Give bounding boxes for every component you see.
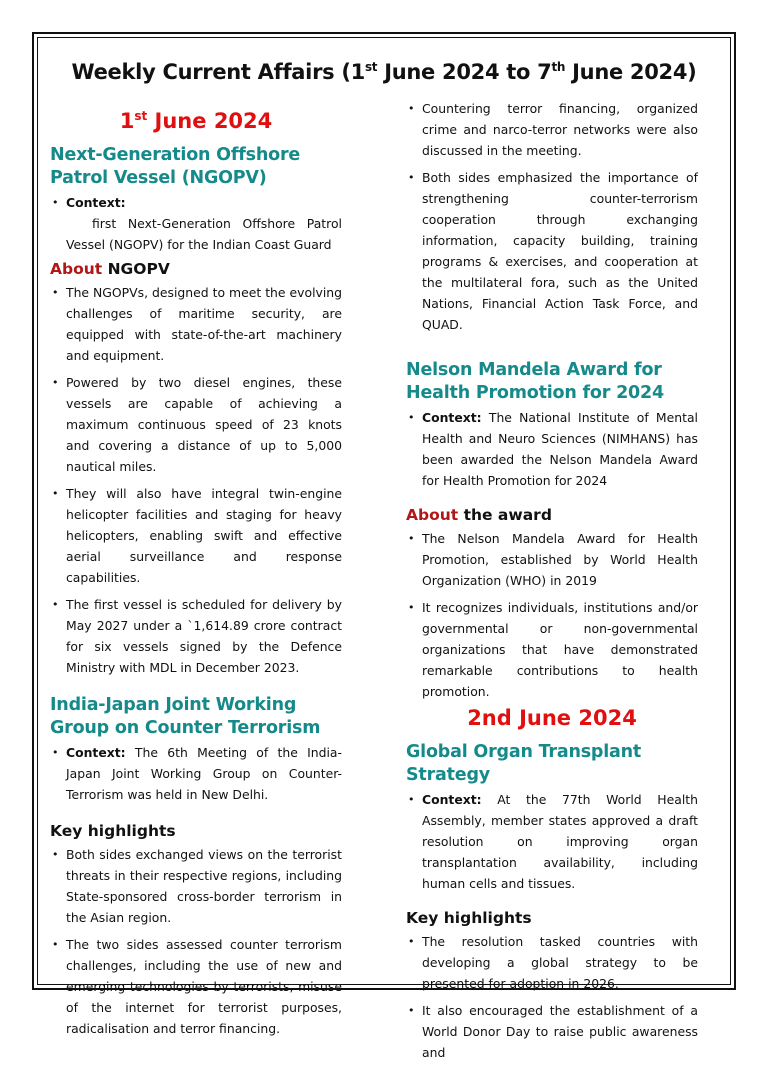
list-item: • They will also have integral twin-engine helicopter facilities and staging for heavy helicopters, enabling swift and effective aerial surveillance and response capabilities. [50,483,342,588]
organ-context-list [406,789,698,894]
list-item: • Both sides emphasized the importance of strengthening counter-terrorism cooperation through exchanging information, capacity building, training programs & exercises, and cooperation at the multilateral fora, such as the United Nations, Financial Action Task Force, and QUAD. [406,167,698,335]
list-item: • Powered by two diesel engines, these vessels are capable of achieving a maximum continuous speed of 23 knots and covering a distance of up to 5,000 nautical miles. [50,372,342,477]
organ-context-item: • Context: At the 77th World Health Assembly, member states approved a draft resolution on improving organ transplantation availability, including human cells and tissues. [406,789,698,894]
list-item: • The resolution tasked countries with developing a global strategy to be presented for adoption in 2026. [406,931,698,994]
list-item: • Countering terror financing, organized crime and narco-terror networks were also discussed in the meeting. [406,98,698,161]
jwg-heading: India-Japan Joint Working Group on Counter Terrorism [50,695,321,738]
jwg-continued-bullets [406,98,698,335]
ngopv-heading: Next-Generation Offshore Patrol Vessel (NGOPV) [50,145,301,188]
jwg-context-item: • Context: The 6th Meeting of the India-Japan Joint Working Group on Counter-Terrorism was held in New Delhi. [50,742,342,805]
page-title: Weekly Current Affairs (1st June 2024 to 7th June 2024) [71,60,697,84]
page-border [32,32,736,1060]
about-award-heading: About the award [406,506,552,524]
left-column [50,102,342,1045]
jwg-key-highlights-heading: Key highlights [50,822,176,840]
mandela-context-list [406,407,698,491]
mandela-bullets [406,528,698,702]
date-heading-2nd-june: 2nd June 2024 [467,706,637,730]
list-item: • The first vessel is scheduled for delivery by May 2027 under a `1,614.89 crore contract for six vessels signed by the Defence Ministry with MDL in December 2023. [50,594,342,678]
ngopv-context-list [50,192,342,213]
mandela-context-item: • Context: The National Institute of Mental Health and Neuro Sciences (NIMHANS) has been awarded the Nelson Mandela Award for Health Promotion for 2024 [406,407,698,491]
organ-key-highlights-heading: Key highlights [406,909,532,927]
organ-strategy-heading: Global Organ Transplant Strategy [406,742,642,785]
jwg-context-list [50,742,342,805]
page-inner-border [37,37,731,1060]
organ-bullets [406,931,698,1063]
list-item: • The Nelson Mandela Award for Health Promotion, established by World Health Organization (WHO) in 2019 [406,528,698,591]
list-item: • It recognizes individuals, institutions and/or governmental or non-governmental organizations that have demonstrated remarkable contributions to health promotion. [406,597,698,702]
jwg-bullets [50,844,342,1039]
right-column [406,98,698,1069]
list-item: • The two sides assessed counter terrorism challenges, including the use of new and emerging technologies by terrorists, misuse of the internet for terrorist purposes, radicalisation and terror financing. [50,934,342,1039]
mandela-award-heading: Nelson Mandela Award for Health Promotion for 2024 [406,360,664,403]
ngopv-bullets [50,282,342,678]
about-ngopv-heading: About NGOPV [50,260,170,278]
list-item: • It also encouraged the establishment of a World Donor Day to raise public awareness and [406,1000,698,1063]
date-heading-1st-june: 1st June 2024 [119,109,273,133]
list-item: • Both sides exchanged views on the terrorist threats in their respective regions, including State-sponsored cross-border terrorism in the Asian region. [50,844,342,928]
ngopv-context-item: • Context: [50,192,342,213]
ngopv-context-text: first Next-Generation Offshore Patrol Vessel (NGOPV) for the Indian Coast Guard [66,216,342,252]
list-item: • The NGOPVs, designed to meet the evolving challenges of maritime security, are equipped with state-of-the-art machinery and equipment. [50,282,342,366]
